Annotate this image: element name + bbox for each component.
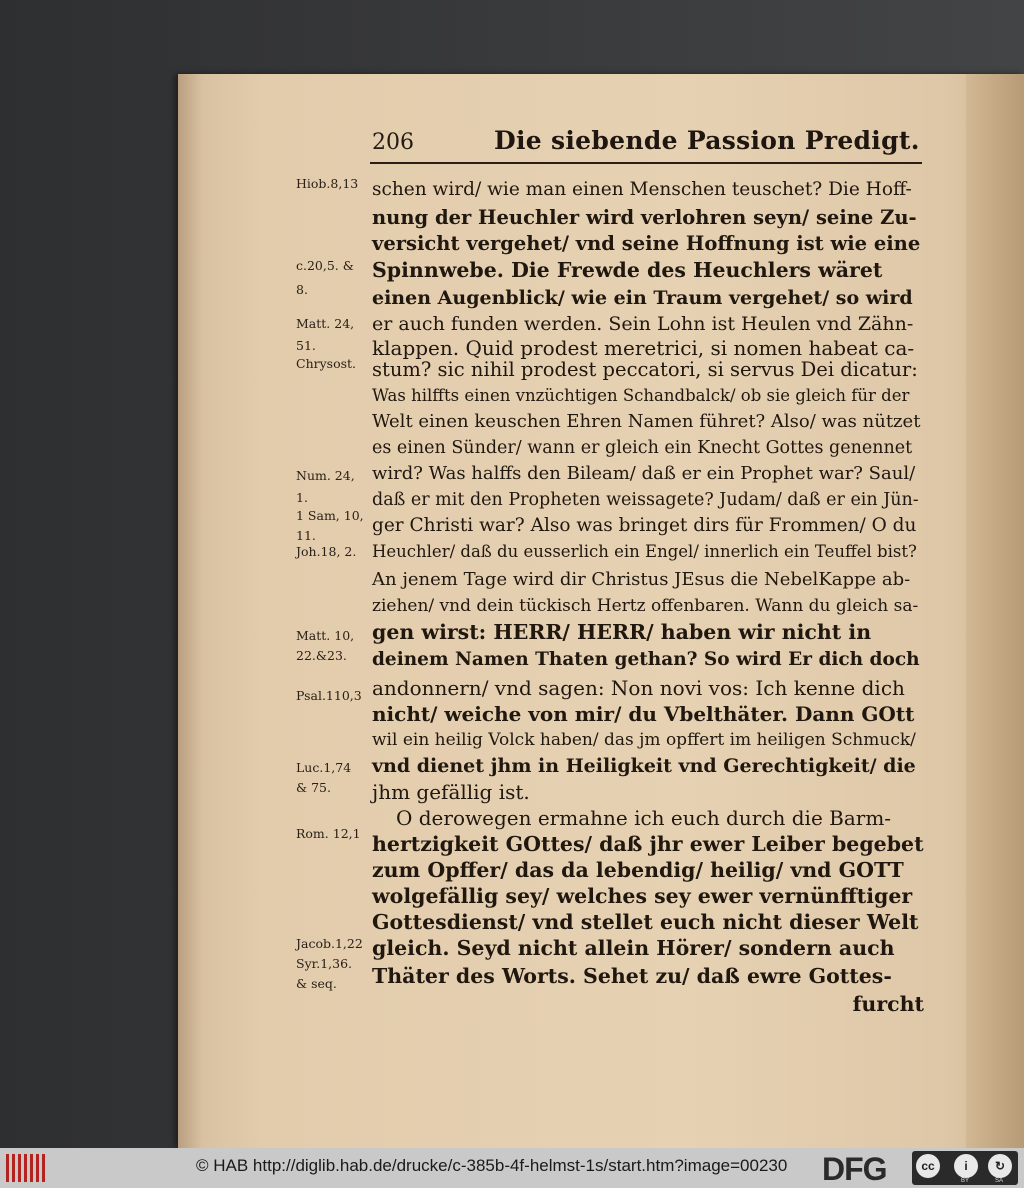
footer-bar: [0, 1148, 1024, 1188]
text-line: zum Opffer/ das da lebendig/ heilig/ vnd GOTT: [372, 858, 904, 882]
text-line: nung der Heuchler wird verlohren seyn/ seine Zu-: [372, 206, 917, 229]
page-fold: [966, 74, 1024, 1148]
margin-note: 1 Sam, 10,: [296, 508, 364, 523]
page-number: 206: [372, 130, 414, 155]
text-line: Spinnwebe. Die Frewde des Heuchlers wäret: [372, 258, 883, 282]
text-line: stum? sic nihil prodest peccatori, si servus Dei dicatur:: [372, 358, 918, 381]
text-line: ziehen/ vnd dein tückisch Hertz offenbaren. Wann du gleich sa-: [372, 596, 919, 616]
margin-note: Luc.1,74: [296, 760, 352, 775]
dfg-logo: DFG: [822, 1151, 887, 1187]
catchword: furcht: [852, 992, 924, 1016]
text-line: vnd dienet jhm in Heiligkeit vnd Gerechtigkeit/ die: [372, 755, 916, 777]
margin-note: & seq.: [296, 976, 337, 991]
margin-note: Psal.110,3: [296, 688, 362, 703]
margin-note: 8.: [296, 282, 308, 297]
margin-note: 22.&23.: [296, 648, 347, 663]
margin-note: Hiob.8,13: [296, 176, 359, 191]
margin-note: Matt. 10,: [296, 628, 355, 643]
text-line: An jenem Tage wird dir Christus JEsus die NebelKappe ab-: [372, 569, 911, 590]
source-link[interactable]: © HAB http://diglib.hab.de/drucke/c-385b-4f-helmst-1s/start.htm?image=00230: [196, 1156, 788, 1175]
text-line: klappen. Quid prodest meretrici, si nomen habeat ca-: [372, 336, 915, 360]
text-line: Gottesdienst/ vnd stellet euch nicht dieser Welt: [372, 910, 919, 934]
margin-note: 11.: [296, 528, 316, 543]
text-line: versicht vergehet/ vnd seine Hoffnung ist wie eine: [372, 232, 921, 255]
text-line: Thäter des Worts. Sehet zu/ daß ewre Gottes-: [372, 964, 892, 988]
margin-note: Chrysost.: [296, 356, 357, 371]
header-rule: [370, 162, 922, 164]
text-line: hertzigkeit GOttes/ daß jhr ewer Leiber begebet: [372, 832, 924, 856]
margin-note: 51.: [296, 338, 316, 353]
running-title: Die siebende Passion Predigt.: [494, 126, 920, 155]
text-line: wird? Was halffs den Bileam/ daß er ein Prophet war? Saul/: [372, 463, 916, 484]
margin-note: Syr.1,36.: [296, 956, 353, 971]
page-header: [372, 126, 924, 166]
margin-note: Matt. 24,: [296, 316, 355, 331]
margin-note: Jacob.1,22: [296, 936, 363, 951]
cc-icon: cc: [916, 1154, 940, 1178]
share-alike-icon: ↻: [988, 1154, 1012, 1178]
text-line: nicht/ weiche von mir/ du Vbelthäter. Dann GOtt: [372, 702, 915, 726]
text-line: O derowegen ermahne ich euch durch die Barm-: [396, 806, 892, 830]
by-person-icon: i: [954, 1154, 978, 1178]
margin-note: c.20,5. &: [296, 258, 354, 273]
margin-note: & 75.: [296, 780, 331, 795]
text-line: er auch funden werden. Sein Lohn ist Heulen vnd Zähn-: [372, 313, 914, 335]
text-line: deinem Namen Thaten gethan? So wird Er dich doch: [372, 649, 920, 670]
text-line: es einen Sünder/ wann er gleich ein Knecht Gottes genennet: [372, 438, 913, 458]
text-line: ger Christi war? Also was bringet dirs für Frommen/ O du: [372, 515, 917, 536]
text-line: Was hilffts einen vnzüchtigen Schandbalck/ ob sie gleich für der: [372, 386, 910, 405]
margin-note: Rom. 12,1: [296, 826, 361, 841]
hab-logo-icon: [6, 1154, 46, 1182]
text-line: einen Augenblick/ wie ein Traum vergehet/ so wird: [372, 287, 913, 309]
text-line: schen wird/ wie man einen Menschen teuschet? Die Hoff-: [372, 179, 912, 200]
margin-note: Num. 24,: [296, 468, 355, 483]
text-line: gen wirst: HERR/ HERR/ haben wir nicht in: [372, 620, 872, 644]
margin-note: Joh.18, 2.: [296, 544, 357, 559]
margin-note: 1.: [296, 490, 308, 505]
text-line: jhm gefällig ist.: [372, 780, 530, 804]
text-line: gleich. Seyd nicht allein Hörer/ sondern auch: [372, 936, 895, 960]
text-line: andonnern/ vnd sagen: Non novi vos: Ich kenne dich: [372, 676, 905, 700]
text-line: wil ein heilig Volck haben/ das jm opffert im heiligen Schmuck/: [372, 730, 916, 750]
cc-license-badge[interactable]: [912, 1151, 1018, 1185]
text-line: wolgefällig sey/ welches sey ewer vernünfftiger: [372, 884, 913, 908]
cc-sa-label: SA: [995, 1178, 1004, 1184]
cc-by-label: BY: [961, 1178, 970, 1184]
text-line: Welt einen keuschen Ehren Namen führet? Also/ was nützet: [372, 411, 921, 432]
text-line: daß er mit den Propheten weissagete? Judam/ daß er ein Jün-: [372, 490, 919, 510]
text-line: Heuchler/ daß du eusserlich ein Engel/ innerlich ein Teuffel bist?: [372, 542, 917, 561]
